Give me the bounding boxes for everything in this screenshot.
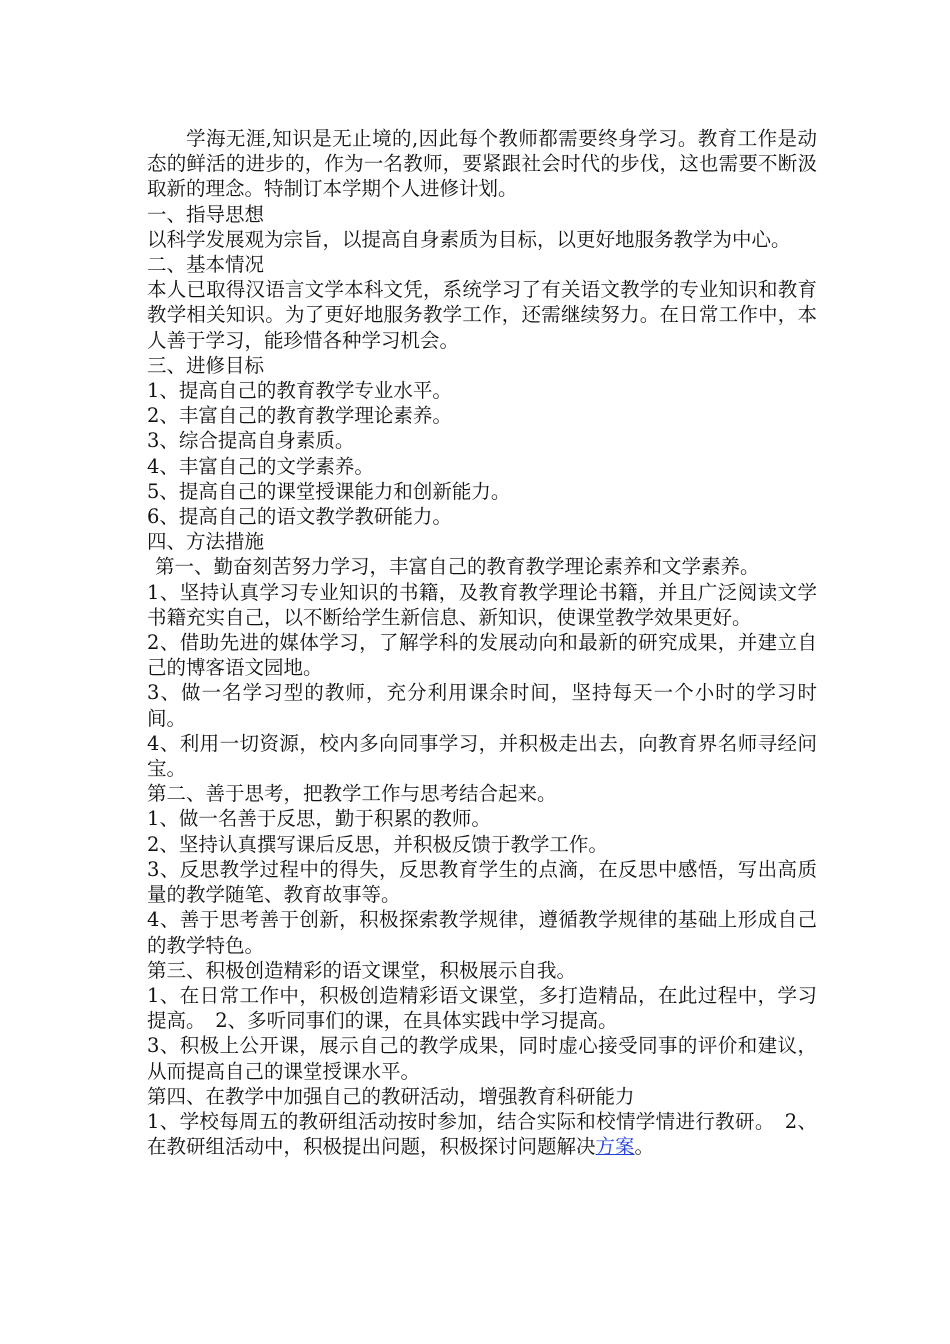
measure-item: 4、利用一切资源，校内多向同事学习，并积极走出去，向教育界名师寻经问宝。 (147, 731, 817, 781)
measure-item: 2、坚持认真撰写课后反思，并积极反馈于教学工作。 (147, 832, 608, 856)
measure-item: 1、在日常工作中，积极创造精彩语文课堂，多打造精品，在此过程中，学习提高。 2、多听同事们的课，在具体实践中学习提高。 (147, 983, 817, 1033)
plan-link[interactable]: 方案 (595, 1135, 635, 1159)
measure-heading-research: 第四、在教学中加强自己的教研活动，增强教育科研能力 (147, 1084, 635, 1108)
section-text-guiding-ideology: 以科学发展观为宗旨，以提高自身素质为目标，以更好地服务教学为中心。 (147, 227, 791, 251)
document-body (147, 126, 817, 1159)
measure-heading-study: 第一、勤奋刻苦努力学习，丰富自己的教育教学理论素养和文学素养。 (155, 555, 760, 579)
measure-item-end: 。 (634, 1135, 655, 1159)
goal-item: 6、提高自己的语文教学教研能力。 (147, 505, 452, 529)
section-heading-goals: 三、进修目标 (147, 353, 265, 377)
goal-item: 5、提高自己的课堂授课能力和创新能力。 (147, 479, 511, 503)
goal-item: 4、丰富自己的文学素养。 (147, 454, 374, 478)
section-heading-basic-situation: 二、基本情况 (147, 253, 265, 277)
measure-item-text: 1、学校每周五的教研组活动按时参加，结合实际和校情学情进行教研。 2、在教研组活动中，积极提出问题，积极探讨问题解决 (147, 1109, 817, 1159)
measure-item: 3、积极上公开课，展示自己的教学成果，同时虚心接受同事的评价和建议，从而提高自己的课堂授课水平。 (147, 1034, 817, 1083)
measure-item: 2、借助先进的媒体学习，了解学科的发展动向和最新的研究成果，并建立自己的博客语文园地。 (147, 631, 817, 680)
section-heading-guiding-ideology: 一、指导思想 (147, 202, 265, 226)
intro-paragraph: 学海无涯,知识是无止境的,因此每个教师都需要终身学习。教育工作是动态的鲜活的进步的，作为一名教师，要紧跟社会时代的步伐，这也需要不断汲取新的理念。特制订本学期个人进修计划。 (147, 127, 817, 201)
goal-item: 2、丰富自己的教育教学理论素养。 (147, 404, 452, 428)
measure-heading-classroom: 第三、积极创造精彩的语文课堂，积极展示自我。 (147, 958, 577, 982)
goal-item: 3、综合提高自身素质。 (147, 429, 355, 453)
section-heading-methods: 四、方法措施 (147, 530, 265, 554)
measure-heading-reflection: 第二、善于思考，把教学工作与思考结合起来。 (147, 782, 557, 806)
measure-item: 3、反思教学过程中的得失，反思教育学生的点滴，在反思中感悟，写出高质量的教学随笔、教育故事等。 (147, 857, 817, 907)
section-text-basic-situation: 本人已取得汉语言文学本科文凭，系统学习了有关语文教学的专业知识和教育教学相关知识。为了更好地服务教学工作，还需继续努力。在日常工作中，本人善于学习，能珍惜各种学习机会。 (147, 278, 817, 352)
measure-item: 1、做一名善于反思，勤于积累的教师。 (147, 807, 491, 831)
measure-item: 3、做一名学习型的教师，充分利用课余时间，坚持每天一个小时的学习时间。 (147, 681, 817, 730)
goal-item: 1、提高自己的教育教学专业水平。 (147, 379, 452, 403)
measure-item: 4、善于思考善于创新，积极探索教学规律，遵循教学规律的基础上形成自己的教学特色。 (147, 908, 817, 957)
measure-item-with-link (147, 1109, 817, 1159)
measure-item: 1、坚持认真学习专业知识的书籍，及教育教学理论书籍，并且广泛阅读文学书籍充实自己，以不断给学生新信息、新知识，使课堂教学效果更好。 (147, 580, 817, 629)
